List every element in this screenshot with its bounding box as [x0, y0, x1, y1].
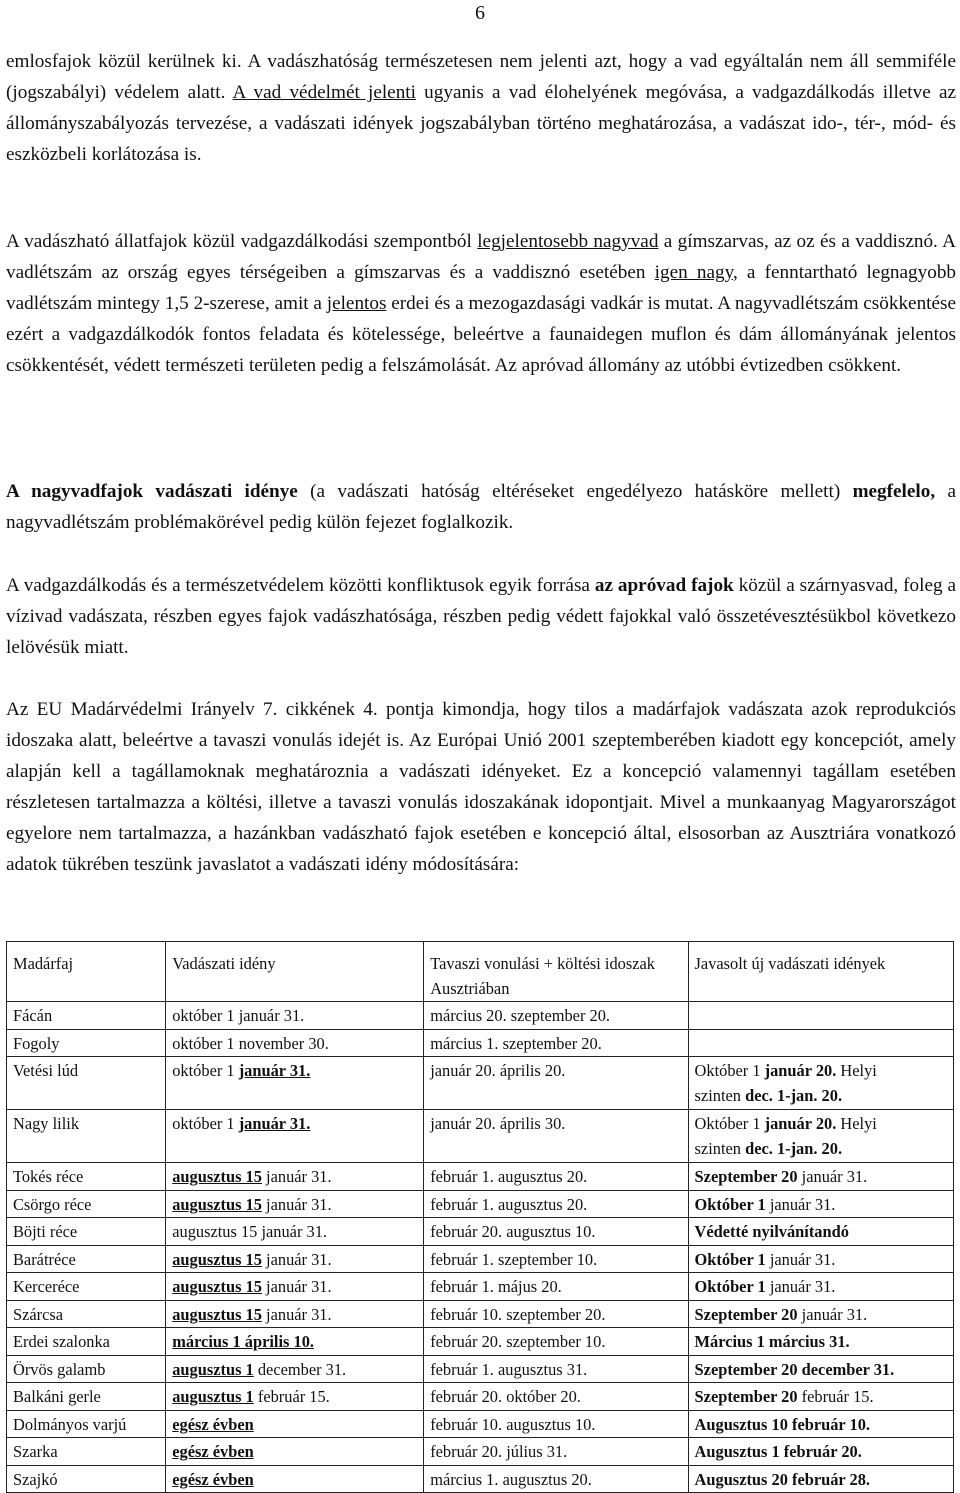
cell-proposed: [688, 1029, 953, 1057]
header-austria: Tavaszi vonulási + költési idoszak Ausztriában: [424, 942, 688, 1002]
cell-species: Fácán: [7, 1002, 166, 1030]
table-row: [7, 1410, 954, 1438]
cell-season: augusztus 1 december 31.: [166, 1355, 424, 1383]
cell-proposed: Október 1 január 20. Helyi szinten dec. 1-jan. 20.: [688, 1110, 953, 1163]
table-row: [7, 1163, 954, 1191]
header-season: Vadászati idény: [166, 942, 424, 1002]
cell-austria: február 10. augusztus 10.: [424, 1410, 688, 1438]
cell-species: Örvös galamb: [7, 1355, 166, 1383]
table-row: [7, 1300, 954, 1328]
cell-season: augusztus 15 január 31.: [166, 1218, 424, 1246]
cell-species: Vetési lúd: [7, 1057, 166, 1110]
cell-proposed: Szeptember 20 január 31.: [688, 1163, 953, 1191]
table-row: [7, 1438, 954, 1466]
table-row: [7, 1245, 954, 1273]
cell-species: Szarka: [7, 1438, 166, 1466]
bold-phrase: az apróvad fajok: [594, 575, 734, 596]
bold-phrase: megfelelo,: [852, 481, 936, 502]
header-proposed: Javasolt új vadászati idények: [688, 942, 953, 1002]
paragraph-1: emlosfajok közül kerülnek ki. A vadászhatóság természetesen nem jelenti azt, hogy a vad egyáltalán nem áll semmiféle (jogszabályi) védelem alatt. A vad védelmét jelenti ugyanis a vad élohelyének megóvása, a vadgazdálkodás illetve az állományszabályozás tervezése, a vadászati idények jogszabályban történo meghatározása, a vadászat ido-, tér-, mód- és eszközbeli korlátozása is.: [6, 51, 956, 165]
cell-species: Tokés réce: [7, 1163, 166, 1191]
cell-austria: február 20. július 31.: [424, 1438, 688, 1466]
cell-season: egész évben: [166, 1438, 424, 1466]
cell-proposed: Szeptember 20 január 31.: [688, 1300, 953, 1328]
cell-season: augusztus 15 január 31.: [166, 1245, 424, 1273]
cell-proposed: Október 1 január 20. Helyi szinten dec. 1-jan. 20.: [688, 1057, 953, 1110]
table-row: [7, 1218, 954, 1246]
cell-species: Szárcsa: [7, 1300, 166, 1328]
cell-species: Csörgo réce: [7, 1190, 166, 1218]
paragraph-2: A vadászható állatfajok közül vadgazdálkodási szempontból legjelentosebb nagyvad a gímszarvas, az oz és a vaddisznó. A vadlétszám az ország egyes térségeiben a gímszarvas és a vaddisznó esetében igen nagy, a fenntartható legnagyobb vadlétszám mintegy 1,5 2-szerese, amit a jelentos erdei és a mezogazdasági vadkár is mutat. A nagyvadlétszám csökkentése ezért a vadgazdálkodók fontos feladata és kötelessége, beleértve a faunaidegen muflon és dám állományának jelentos csökkentését, védett természeti területen pedig a felszámolását. Az apróvad állomány az utóbbi évtizedben csökkent.: [6, 231, 957, 376]
cell-austria: március 1. szeptember 20.: [424, 1029, 688, 1057]
cell-austria: február 20. augusztus 10.: [424, 1218, 688, 1246]
table-row: [7, 1383, 954, 1411]
page-number: 6: [475, 2, 485, 24]
cell-season: október 1 január 31.: [166, 1057, 424, 1110]
cell-season: október 1 január 31.: [166, 1110, 424, 1163]
cell-proposed: Védetté nyilvánítandó: [688, 1218, 953, 1246]
table-row: [7, 1190, 954, 1218]
cell-season: egész évben: [166, 1410, 424, 1438]
cell-species: Fogoly: [7, 1029, 166, 1057]
hunting-season-table: [6, 941, 954, 1493]
bold-phrase: A nagyvadfajok vadászati idénye: [6, 481, 298, 502]
underlined-phrase: igen nagy: [654, 262, 733, 283]
cell-austria: március 20. szeptember 20.: [424, 1002, 688, 1030]
cell-season: augusztus 15 január 31.: [166, 1300, 424, 1328]
cell-season: október 1 november 30.: [166, 1029, 424, 1057]
cell-species: Szajkó: [7, 1465, 166, 1493]
underlined-phrase: legjelentosebb nagyvad: [477, 231, 659, 252]
paragraph-3: A nagyvadfajok vadászati idénye (a vadászati hatóság eltéréseket engedélyezo hatásköre mellett) megfelelo, a nagyvadlétszám problémakörével pedig külön fejezet foglalkozik.: [6, 481, 956, 533]
table-row: [7, 1328, 954, 1356]
cell-species: Dolmányos varjú: [7, 1410, 166, 1438]
table-row: [7, 1273, 954, 1301]
table-row: [7, 1029, 954, 1057]
underlined-phrase: A vad védelmét jelenti: [232, 82, 416, 103]
cell-proposed: Október 1 január 31.: [688, 1190, 953, 1218]
cell-species: Nagy lilik: [7, 1110, 166, 1163]
cell-proposed: Október 1 január 31.: [688, 1273, 953, 1301]
cell-austria: január 20. április 30.: [424, 1110, 688, 1163]
header-species: Madárfaj: [7, 942, 166, 1002]
cell-austria: február 1. augusztus 20.: [424, 1163, 688, 1191]
cell-species: Balkáni gerle: [7, 1383, 166, 1411]
cell-proposed: Augusztus 1 február 20.: [688, 1438, 953, 1466]
cell-species: Kercerécе: [7, 1273, 166, 1301]
cell-species: Erdei szalonka: [7, 1328, 166, 1356]
cell-proposed: Március 1 március 31.: [688, 1328, 953, 1356]
underlined-phrase: jelentos: [326, 293, 387, 314]
cell-proposed: Augusztus 20 február 28.: [688, 1465, 953, 1493]
cell-austria: február 1. május 20.: [424, 1273, 688, 1301]
table-row: [7, 1110, 954, 1163]
cell-austria: január 20. április 20.: [424, 1057, 688, 1110]
cell-austria: február 20. október 20.: [424, 1383, 688, 1411]
cell-proposed: [688, 1002, 953, 1030]
cell-proposed: Augusztus 10 február 10.: [688, 1410, 953, 1438]
cell-season: augusztus 15 január 31.: [166, 1273, 424, 1301]
cell-season: március 1 április 10.: [166, 1328, 424, 1356]
table-row: [7, 1465, 954, 1493]
cell-species: Böjti réce: [7, 1218, 166, 1246]
table-row: [7, 1355, 954, 1383]
cell-austria: február 10. szeptember 20.: [424, 1300, 688, 1328]
cell-austria: március 1. augusztus 20.: [424, 1465, 688, 1493]
cell-proposed: Szeptember 20 december 31.: [688, 1355, 953, 1383]
table-header-row: [7, 942, 954, 1002]
cell-species: Barátréce: [7, 1245, 166, 1273]
cell-proposed: Október 1 január 31.: [688, 1245, 953, 1273]
cell-austria: február 1. augusztus 31.: [424, 1355, 688, 1383]
cell-austria: február 1. augusztus 20.: [424, 1190, 688, 1218]
cell-austria: február 20. szeptember 10.: [424, 1328, 688, 1356]
cell-season: augusztus 15 január 31.: [166, 1190, 424, 1218]
table-row: [7, 1057, 954, 1110]
cell-proposed: Szeptember 20 február 15.: [688, 1383, 953, 1411]
cell-season: egész évben: [166, 1465, 424, 1493]
cell-austria: február 1. szeptember 10.: [424, 1245, 688, 1273]
cell-season: október 1 január 31.: [166, 1002, 424, 1030]
paragraph-4: A vadgazdálkodás és a természetvédelem közötti konfliktusok egyik forrása az apróvad fajok közül a szárnyasvad, foleg a vízivad vadászata, részben egyes fajok vadászhatósága, részben pedig védett fajokkal való összetévesztésükbol következo lelövésük miatt.: [6, 575, 956, 658]
paragraph-5: Az EU Madárvédelmi Irányelv 7. cikkének 4. pontja kimondja, hogy tilos a madárfajok vadászata azok reprodukciós idoszaka alatt, beleértve a tavaszi vonulás idejét is. Az Európai Unió 2001 szeptemberében kiadott egy koncepciót, amely alapján kell a tagállamoknak meghatároznia a vadászati idényeket. Ez a koncepció valamennyi tagállam esetében részletesen tartalmazza a költési, illetve a tavaszi vonulás idoszakának idopontjait. Mivel a munkaanyag Magyarországot egyelore nem tartalmazza, a hazánkban vadászható fajok esetében e koncepció által, elsosorban az Ausztriára vonatkozó adatok tükrében teszünk javaslatot a vadászati idény módosítására:: [6, 699, 956, 875]
cell-season: augusztus 15 január 31.: [166, 1163, 424, 1191]
table-row: [7, 1002, 954, 1030]
cell-season: augusztus 1 február 15.: [166, 1383, 424, 1411]
